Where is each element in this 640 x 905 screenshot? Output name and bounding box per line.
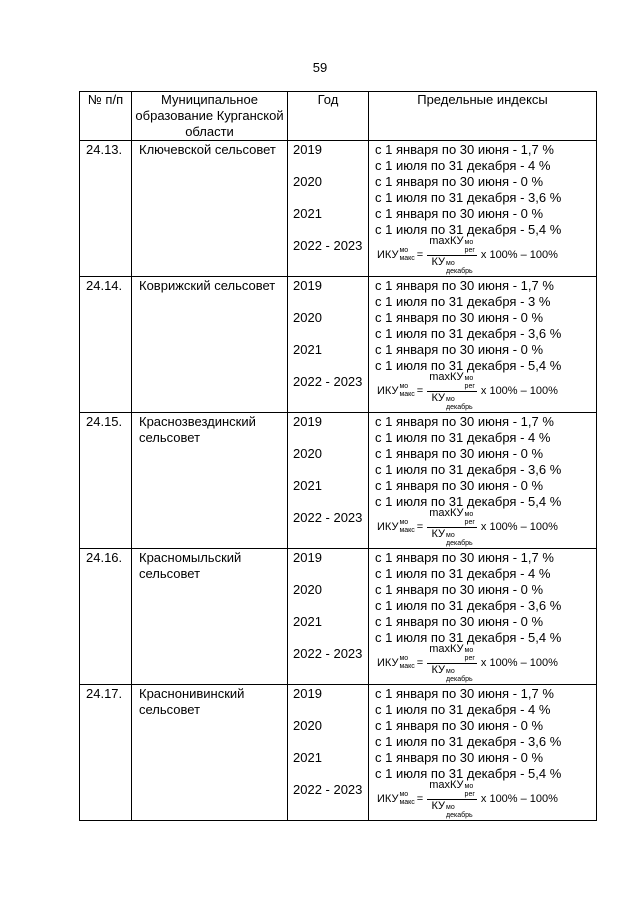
table-row [80,277,597,413]
formula-equals: = [416,249,424,261]
formula-lhs-sup: мо [399,247,409,254]
row-indices [369,141,597,277]
formula-den-sup: мо [446,803,455,811]
row-municipality: Ключевской сельсовет [132,141,288,277]
formula-lhs [377,519,415,535]
year-2022-2023: 2022 - 2023 [293,374,363,389]
header-indices: Предельные индексы [369,92,597,141]
formula-den-sup: мо [446,395,455,403]
formula-equals: = [416,385,424,397]
formula-lhs-sup: мо [399,519,409,526]
formula-lhs-sub: макс [399,391,415,398]
formula-den-sup: мо [446,259,455,267]
page-number: 59 [312,60,328,75]
formula-num-sup: мо [464,646,474,654]
year-2022-2023: 2022 - 2023 [293,510,363,525]
indices-table [79,91,597,821]
index-formula [375,370,596,411]
year-2020: 2020 [293,718,322,733]
year-2020: 2020 [293,446,322,461]
formula-num-sup: мо [464,238,474,246]
formula-den-sup: мо [446,531,455,539]
index-line: с 1 июля по 31 декабря - 5,4 % [375,494,562,509]
row-municipality: Коврижский сельсовет [132,277,288,413]
year-2019: 2019 [293,414,322,429]
formula-denominator [431,800,472,820]
index-line: с 1 июля по 31 декабря - 5,4 % [375,766,562,781]
index-line: с 1 июля по 31 декабря - 4 % [375,158,551,173]
year-2019: 2019 [293,550,322,565]
year-2020: 2020 [293,174,322,189]
index-line: с 1 января по 30 июня - 0 % [375,614,544,629]
row-years [288,413,369,549]
formula-den-main: КУ [431,799,445,812]
index-line: с 1 января по 30 июня - 1,7 % [375,550,554,565]
formula-num-main: maxКУ [429,370,464,383]
formula-fraction [427,371,477,412]
index-line: с 1 января по 30 июня - 0 % [375,174,544,189]
formula-lhs-main: ИКУ [377,521,399,533]
row-indices [369,277,597,413]
index-line: с 1 июля по 31 декабря - 3 % [375,294,551,309]
formula-numerator [427,779,477,800]
formula-den-main: КУ [431,391,445,404]
formula-den-main: КУ [431,663,445,676]
row-municipality: Краснозвездинский сельсовет [132,413,288,549]
index-formula [375,234,596,275]
year-2022-2023: 2022 - 2023 [293,238,363,253]
formula-denominator [431,256,472,276]
formula-tail: x 100% – 100% [480,521,558,533]
table-row [80,413,597,549]
formula-lhs-main: ИКУ [377,657,399,669]
formula-denominator [431,528,472,548]
year-2021: 2021 [293,342,322,357]
formula-den-sub: декабрь [446,811,473,819]
formula-lhs-sup: мо [399,791,409,798]
formula-numerator [427,371,477,392]
table-row [80,685,597,821]
index-line: с 1 июля по 31 декабря - 3,6 % [375,734,562,749]
index-line: с 1 января по 30 июня - 0 % [375,478,544,493]
index-line: с 1 июля по 31 декабря - 4 % [375,702,551,717]
formula-lhs [377,791,415,807]
year-2021: 2021 [293,478,322,493]
row-indices [369,685,597,821]
index-line: с 1 января по 30 июня - 1,7 % [375,142,554,157]
index-line: с 1 июля по 31 декабря - 3,6 % [375,598,562,613]
formula-den-sub: декабрь [446,403,473,411]
index-line: с 1 июля по 31 декабря - 3,6 % [375,190,562,205]
formula-fraction [427,779,477,820]
formula-den-sup: мо [446,667,455,675]
row-years [288,141,369,277]
index-line: с 1 января по 30 июня - 0 % [375,310,544,325]
formula-num-sub: рег [464,246,475,254]
formula-den-sub: декабрь [446,675,473,683]
year-2022-2023: 2022 - 2023 [293,782,363,797]
index-line: с 1 января по 30 июня - 1,7 % [375,414,554,429]
formula-num-sub: рег [464,518,475,526]
formula-num-main: maxКУ [429,234,464,247]
formula-lhs-main: ИКУ [377,793,399,805]
formula-lhs-sup: мо [399,655,409,662]
formula-num-sup: мо [464,374,474,382]
row-municipality: Красномыльский сельсовет [132,549,288,685]
header-year: Год [288,92,369,141]
year-2020: 2020 [293,582,322,597]
index-line: с 1 июля по 31 декабря - 4 % [375,566,551,581]
index-line: с 1 июля по 31 декабря - 4 % [375,430,551,445]
formula-numerator [427,235,477,256]
formula-lhs-sub: макс [399,527,415,534]
header-num: № п/п [80,92,132,141]
formula-lhs-sub: макс [399,663,415,670]
row-years [288,549,369,685]
index-line: с 1 июля по 31 декабря - 5,4 % [375,358,562,373]
row-number: 24.16. [80,549,132,685]
formula-lhs-sub: макс [399,255,415,262]
header-municipality: Муниципальное образование Курганской области [132,92,288,141]
index-line: с 1 января по 30 июня - 1,7 % [375,686,554,701]
formula-tail: x 100% – 100% [480,249,558,261]
formula-den-sub: декабрь [446,267,473,275]
formula-lhs-sub: макс [399,799,415,806]
index-line: с 1 января по 30 июня - 0 % [375,342,544,357]
formula-den-main: КУ [431,255,445,268]
year-2019: 2019 [293,142,322,157]
formula-lhs-sup: мо [399,383,409,390]
index-line: с 1 июля по 31 декабря - 3,6 % [375,326,562,341]
index-line: с 1 января по 30 июня - 0 % [375,206,544,221]
index-line: с 1 июля по 31 декабря - 5,4 % [375,630,562,645]
row-number: 24.15. [80,413,132,549]
formula-lhs-main: ИКУ [377,249,399,261]
formula-numerator [427,507,477,528]
formula-denominator [431,664,472,684]
formula-num-sup: мо [464,782,474,790]
formula-tail: x 100% – 100% [480,657,558,669]
index-line: с 1 июля по 31 декабря - 3,6 % [375,462,562,477]
table-header-row [80,92,597,141]
row-years [288,685,369,821]
formula-den-main: КУ [431,527,445,540]
formula-num-sub: рег [464,382,475,390]
formula-tail: x 100% – 100% [480,793,558,805]
formula-num-main: maxКУ [429,778,464,791]
formula-fraction [427,507,477,548]
index-formula [375,778,596,819]
formula-equals: = [416,521,424,533]
formula-num-sub: рег [464,654,475,662]
formula-numerator [427,643,477,664]
formula-num-main: maxКУ [429,506,464,519]
formula-equals: = [416,793,424,805]
formula-fraction [427,643,477,684]
year-2021: 2021 [293,614,322,629]
table-row [80,549,597,685]
formula-lhs [377,383,415,399]
index-line: с 1 июля по 31 декабря - 5,4 % [375,222,562,237]
formula-lhs [377,655,415,671]
row-number: 24.14. [80,277,132,413]
index-formula [375,642,596,683]
row-years [288,277,369,413]
row-number: 24.17. [80,685,132,821]
row-indices [369,413,597,549]
formula-den-sub: декабрь [446,539,473,547]
index-line: с 1 января по 30 июня - 0 % [375,750,544,765]
index-line: с 1 января по 30 июня - 0 % [375,446,544,461]
year-2021: 2021 [293,206,322,221]
formula-num-main: maxКУ [429,642,464,655]
row-number: 24.13. [80,141,132,277]
index-formula [375,506,596,547]
formula-fraction [427,235,477,276]
year-2019: 2019 [293,686,322,701]
row-municipality: Краснонивинский сельсовет [132,685,288,821]
index-line: с 1 января по 30 июня - 0 % [375,718,544,733]
year-2019: 2019 [293,278,322,293]
formula-num-sup: мо [464,510,474,518]
formula-denominator [431,392,472,412]
formula-tail: x 100% – 100% [480,385,558,397]
formula-lhs-main: ИКУ [377,385,399,397]
row-indices [369,549,597,685]
index-line: с 1 января по 30 июня - 0 % [375,582,544,597]
formula-equals: = [416,657,424,669]
formula-lhs [377,247,415,263]
table-row [80,141,597,277]
year-2022-2023: 2022 - 2023 [293,646,363,661]
formula-num-sub: рег [464,790,475,798]
index-line: с 1 января по 30 июня - 1,7 % [375,278,554,293]
year-2021: 2021 [293,750,322,765]
year-2020: 2020 [293,310,322,325]
